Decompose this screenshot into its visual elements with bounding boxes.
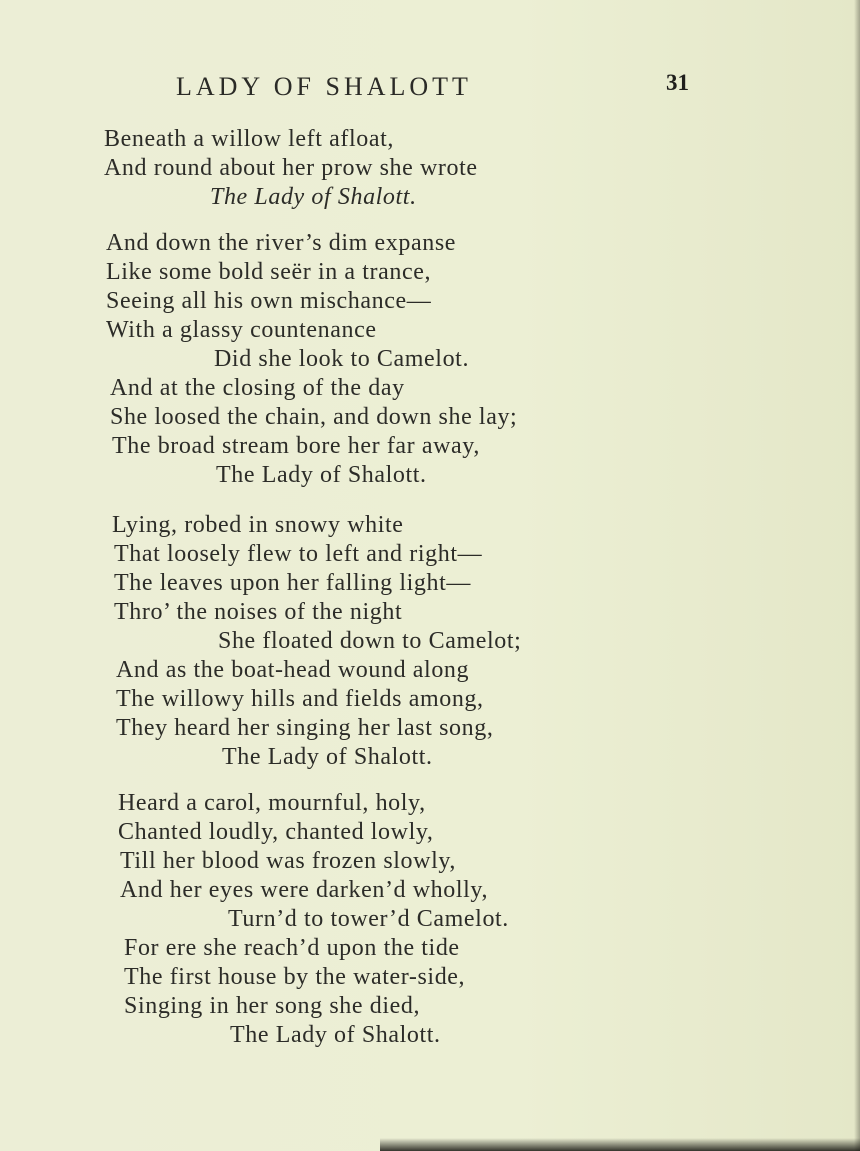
poem-refrain: The Lady of Shalott. [210,184,417,210]
poem-line: Did she look to Camelot. [214,346,470,372]
page-bottom-shadow [380,1138,860,1151]
poem-refrain: The Lady of Shalott. [216,462,427,488]
poem-line: She loosed the chain, and down she lay; [110,404,518,430]
poem-line: Thro’ the noises of the night [114,599,403,625]
poem-line: The broad stream bore her far away, [112,433,480,459]
poem-line: For ere she reach’d upon the tide [124,935,460,961]
poem-line: Till her blood was frozen slowly, [120,848,456,874]
poem-line: Lying, robed in snowy white [112,512,404,538]
page-number: 31 [666,70,689,95]
poem-line: And at the closing of the day [110,375,405,401]
poem-refrain: The Lady of Shalott. [222,744,433,770]
poem-line: With a glassy countenance [106,317,377,343]
poem-line: And down the river’s dim expanse [106,230,457,256]
poem-line: Heard a carol, mournful, holy, [118,790,426,816]
poem-line: And round about her prow she wrote [104,155,478,181]
running-title: LADY OF SHALOTT [176,72,472,101]
poem-line: The willowy hills and fields among, [116,686,484,712]
poem-line: She floated down to Camelot; [218,628,522,654]
poem-line: Like some bold seër in a trance, [106,259,432,285]
poem-line: And her eyes were darken’d wholly, [120,877,489,903]
poem-refrain: The Lady of Shalott. [230,1022,441,1048]
poem-line: Singing in her song she died, [124,993,421,1019]
poem-line: Turn’d to tower’d Camelot. [228,906,509,932]
poem-line: The first house by the water-side, [124,964,466,990]
poem-line: They heard her singing her last song, [116,715,494,741]
poem-line: The leaves upon her falling light— [114,570,471,596]
poem-line: And as the boat-head wound along [116,657,470,683]
page-edge-shadow [854,0,860,1151]
poem-line: That loosely flew to left and right— [114,541,483,567]
poem-line: Chanted loudly, chanted lowly, [118,819,434,845]
poem-line: Beneath a willow left afloat, [104,126,394,152]
page-header [0,70,860,110]
poem-line: Seeing all his own mischance— [106,288,432,314]
